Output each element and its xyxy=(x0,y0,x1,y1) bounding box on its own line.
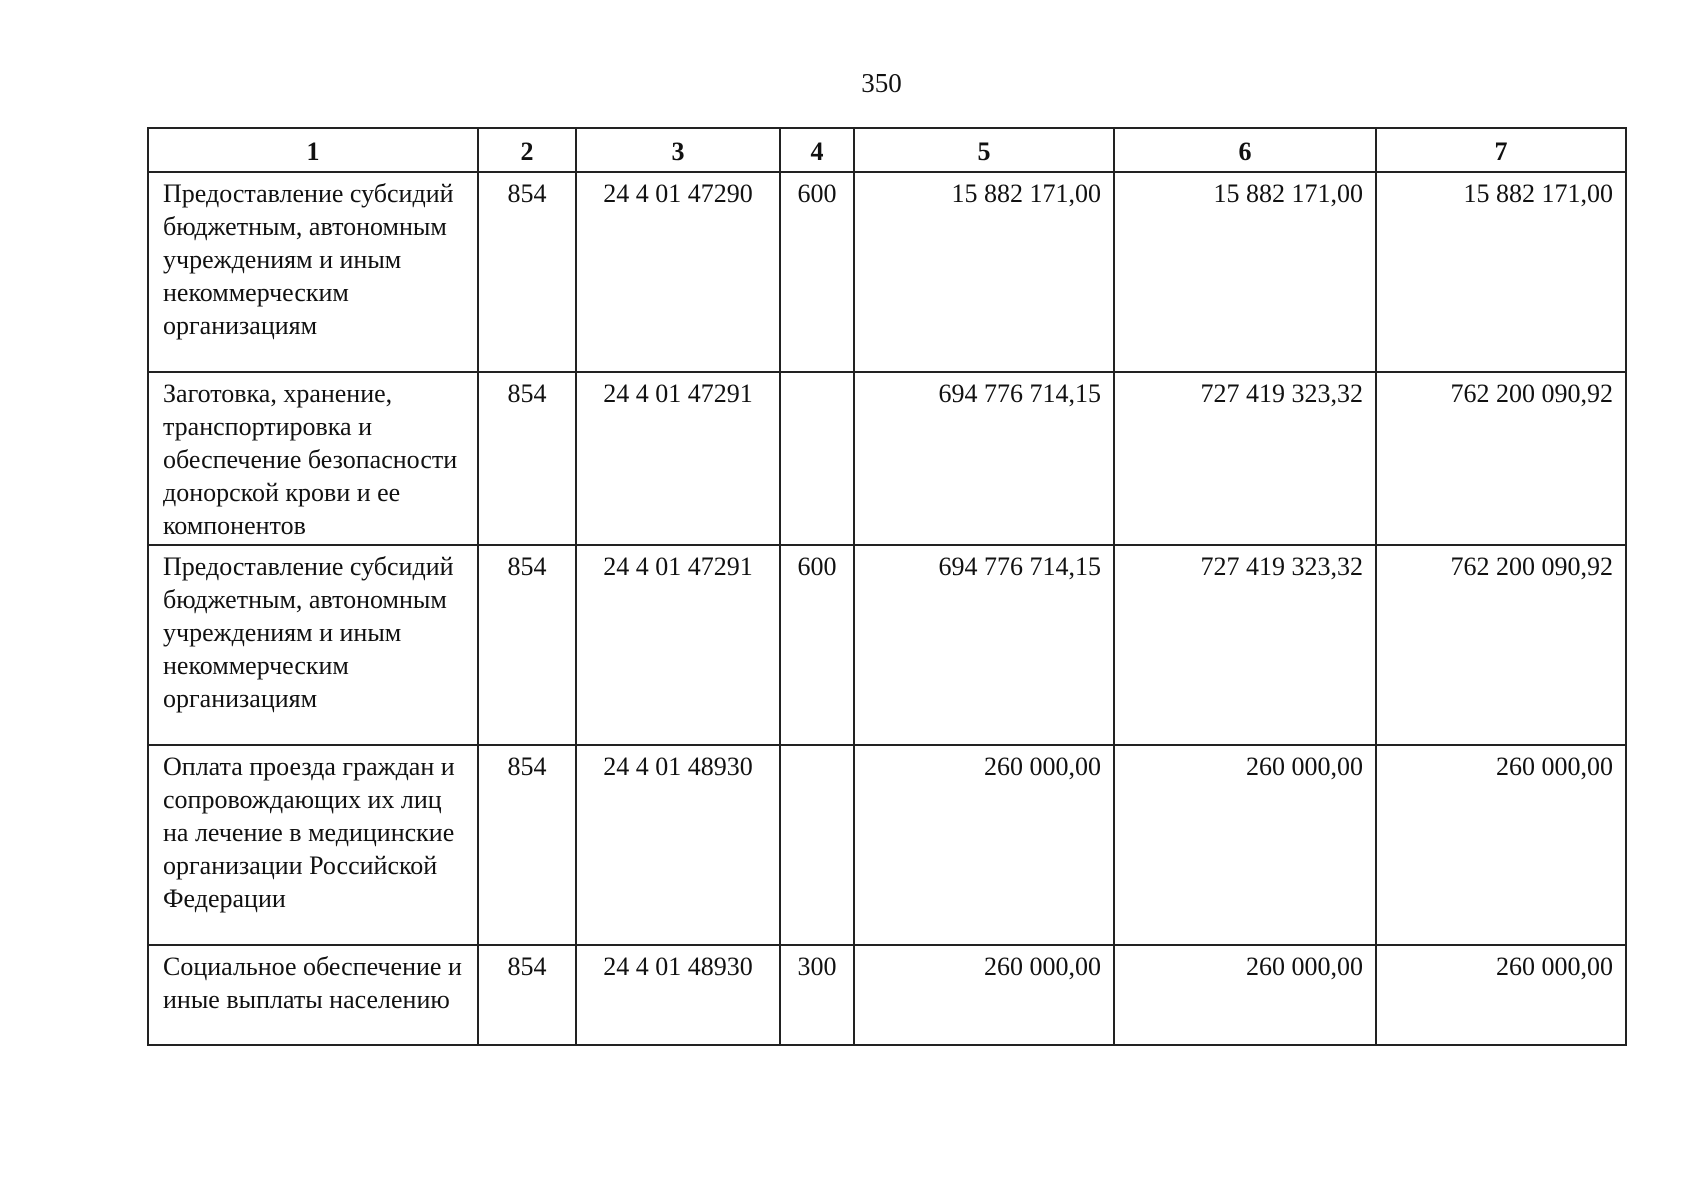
item-name: Предоставление субсидий бюджетным, автономным учреждениям и иным некоммерческим организациям xyxy=(148,545,478,745)
header-cell-7: 7 xyxy=(1376,128,1626,172)
ministry-code: 854 xyxy=(478,745,576,945)
ministry-code: 854 xyxy=(478,172,576,372)
target-article-code: 24 4 01 47290 xyxy=(576,172,780,372)
ministry-code: 854 xyxy=(478,945,576,1045)
amount-col-5: 694 776 714,15 xyxy=(854,372,1114,545)
expense-type-code: 300 xyxy=(780,945,854,1045)
amount-col-7: 260 000,00 xyxy=(1376,745,1626,945)
header-cell-2: 2 xyxy=(478,128,576,172)
page-number: 350 xyxy=(861,68,902,98)
item-name: Предоставление субсидий бюджетным, автономным учреждениям и иным некоммерческим организациям xyxy=(148,172,478,372)
target-article-code: 24 4 01 47291 xyxy=(576,545,780,745)
header-cell-6: 6 xyxy=(1114,128,1376,172)
amount-col-5: 15 882 171,00 xyxy=(854,172,1114,372)
amount-col-7: 260 000,00 xyxy=(1376,945,1626,1045)
expense-type-code: 600 xyxy=(780,172,854,372)
amount-col-6: 260 000,00 xyxy=(1114,745,1376,945)
table-body xyxy=(148,172,1626,1045)
expense-type-code xyxy=(780,372,854,545)
header-cell-4: 4 xyxy=(780,128,854,172)
amount-col-5: 260 000,00 xyxy=(854,945,1114,1045)
item-name: Оплата проезда граждан и сопровождающих их лиц на лечение в медицинские организации Российской Федерации xyxy=(148,745,478,945)
table-row xyxy=(148,172,1626,372)
amount-col-7: 762 200 090,92 xyxy=(1376,545,1626,745)
target-article-code: 24 4 01 48930 xyxy=(576,745,780,945)
budget-table xyxy=(147,127,1627,1046)
table-row xyxy=(148,545,1626,745)
amount-col-6: 15 882 171,00 xyxy=(1114,172,1376,372)
amount-col-6: 727 419 323,32 xyxy=(1114,372,1376,545)
expense-type-code: 600 xyxy=(780,545,854,745)
table-header xyxy=(148,128,1626,172)
table-row xyxy=(148,372,1626,545)
ministry-code: 854 xyxy=(478,545,576,745)
amount-col-5: 260 000,00 xyxy=(854,745,1114,945)
header-cell-5: 5 xyxy=(854,128,1114,172)
amount-col-5: 694 776 714,15 xyxy=(854,545,1114,745)
amount-col-6: 727 419 323,32 xyxy=(1114,545,1376,745)
table-row xyxy=(148,745,1626,945)
header-cell-1: 1 xyxy=(148,128,478,172)
amount-col-7: 762 200 090,92 xyxy=(1376,372,1626,545)
item-name: Социальное обеспечение и иные выплаты населению xyxy=(148,945,478,1045)
table-row xyxy=(148,945,1626,1045)
header-cell-3: 3 xyxy=(576,128,780,172)
header-row xyxy=(148,128,1626,172)
target-article-code: 24 4 01 47291 xyxy=(576,372,780,545)
ministry-code: 854 xyxy=(478,372,576,545)
target-article-code: 24 4 01 48930 xyxy=(576,945,780,1045)
amount-col-7: 15 882 171,00 xyxy=(1376,172,1626,372)
item-name: Заготовка, хранение, транспортировка и обеспечение безопасности донорской крови и ее компонентов xyxy=(148,372,478,545)
amount-col-6: 260 000,00 xyxy=(1114,945,1376,1045)
expense-type-code xyxy=(780,745,854,945)
